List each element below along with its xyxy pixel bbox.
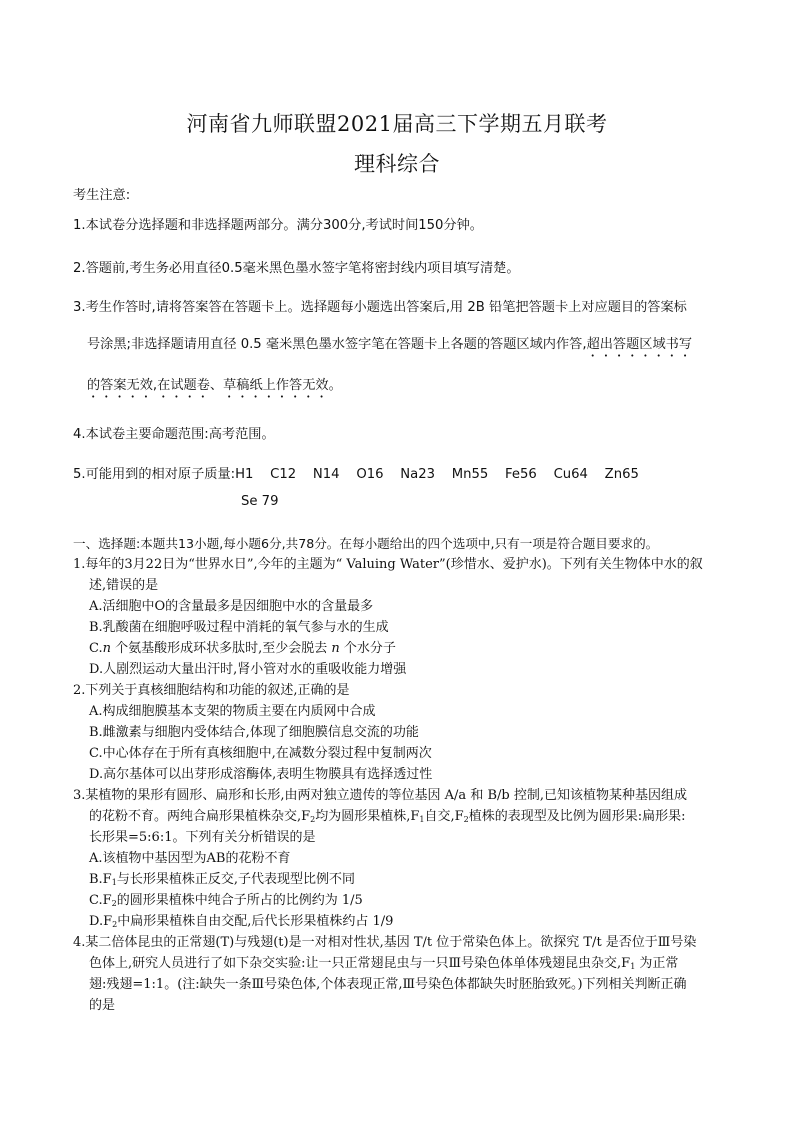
q3-option-c [89, 892, 363, 910]
notice-heading: 考生注意: [73, 188, 131, 203]
notice-item-5: 5.可能用到的相对原子质量:H1 C12 N14 O16 Na23 Mn55 Fe56 Cu64 Zn65 [73, 467, 639, 482]
q4-stem-line2 [89, 955, 678, 973]
notice-item-3b-emphasis: 超出答题区域书写 [586, 337, 693, 352]
q1-stem-line2: 述,错误的是 [89, 578, 159, 593]
q3-option-d-a: D.F [89, 914, 113, 929]
q2-option-b: B.雌激素与细胞内受体结合,体现了细胞膜信息交流的功能 [89, 725, 419, 740]
notice-item-2: 2.答题前,考生务必用直径0.5毫米黑色墨水签字笔将密封线内项目填写清楚。 [73, 261, 520, 276]
q3-stem-line2-a: 的花粉不育。两纯合扁形果植株杂交,F [89, 809, 311, 824]
q1-option-c [89, 640, 396, 658]
q4-sub-f1: 1 [630, 962, 636, 971]
q3-option-a: A.该植物中基因型为AB的花粉不育 [89, 851, 291, 866]
notice-item-3b [87, 333, 692, 360]
q3-stem-line2-b: 均为圆形果植株,F [315, 809, 420, 824]
notice-item-1: 1.本试卷分选择题和非选择题两部分。满分300分,考试时间150分钟。 [73, 218, 483, 233]
q3-sub-f1: 1 [419, 815, 425, 824]
q1-option-a: A.活细胞中O的含量最多是因细胞中水的含量最多 [89, 599, 374, 614]
q4-stem-line1: 4.某二倍体昆虫的正常翅(T)与残翅(t)是一对相对性状,基因 T/t 位于常染色体上。欲探究 T/t 是否位于Ⅲ号染 [73, 935, 697, 950]
q1-option-b: B.乳酸菌在细胞呼吸过程中消耗的氧气参与水的生成 [89, 620, 389, 635]
q3-stem-line1: 3.某植物的果形有圆形、扁形和长形,由两对独立遗传的等位基因 A/a 和 B/b 控制,已知该植物某种基因组成 [73, 788, 687, 803]
q1-option-c-part1: C. [89, 641, 103, 656]
q4-stem-line2-a: 色体上,研究人员进行了如下杂交实验:让一只正常翅昆虫与一只Ⅲ号染色体单体残翅昆虫杂交,F [89, 956, 631, 971]
q3-stem-line3: 长形果=5:6:1。下列有关分析错误的是 [89, 830, 316, 845]
q3-option-c-sub: 2 [111, 899, 117, 908]
q1-option-c-var1: n [102, 641, 111, 656]
q3-option-d [89, 913, 393, 931]
q3-option-b-a: B.F [89, 872, 112, 887]
q1-option-d: D.人剧烈运动大量出汗时,肾小管对水的重吸收能力增强 [89, 662, 407, 677]
notice-item-3a: 3.考生作答时,请将答案答在答题卡上。选择题每小题选出答案后,用 2B 铅笔把答题卡上对应题目的答案标 [73, 300, 687, 315]
q1-stem-line1: 1.每年的3月22日为“世界水日”,今年的主题为“ Valuing Water”(珍惜水、爱护水)。下列有关生物体中水的叙 [73, 557, 703, 572]
q2-stem: 2.下列关于真核细胞结构和功能的叙述,正确的是 [73, 683, 350, 698]
q3-sub-f2: 2 [310, 815, 316, 824]
q1-option-c-part2: 个氨基酸形成环状多肽时,至少会脱去 [111, 641, 332, 656]
notice-item-4: 4.本试卷主要命题范围:高考范围。 [73, 427, 275, 442]
q3-option-c-a: C.F [89, 893, 112, 908]
notice-item-3c [87, 374, 342, 401]
q3-option-c-b: 的圆形果植株中纯合子所占的比例约为 1/5 [116, 893, 363, 908]
page-title: 河南省九师联盟2021届高三下学期五月联考 [186, 112, 608, 136]
q3-stem-line2-d: 植株的表现型及比例为圆形果:扁形果: [468, 809, 686, 824]
q4-stem-line2-b: 为正常 [635, 956, 679, 971]
q1-option-c-part3: 个水分子 [339, 641, 396, 656]
q1-option-c-var2: n [331, 641, 340, 656]
q4-stem-line3: 翅:残翅=1:1。(注:缺失一条Ⅲ号染色体,个体表现正常,Ⅲ号染色体都缺失时胚胎致死。)下列相关判断正确 [89, 977, 687, 992]
q3-stem-line2-c: 自交,F [424, 809, 464, 824]
page-subtitle: 理科综合 [354, 152, 440, 176]
notice-item-5-cont: Se 79 [241, 494, 279, 509]
q3-option-b-b: 与长形果植株正反交,子代表现型比例不同 [116, 872, 355, 887]
q2-option-a: A.构成细胞膜基本支架的物质主要在内质网中合成 [89, 704, 376, 719]
q2-option-d: D.高尔基体可以出芽形成溶酶体,表明生物膜具有选择透过性 [89, 767, 433, 782]
q3-sub-f2b: 2 [463, 815, 469, 824]
q3-option-d-sub: 2 [112, 920, 118, 929]
q4-stem-line4: 的是 [89, 998, 116, 1013]
q3-option-d-b: 中扁形果植株自由交配,后代长形果植株约占 1/9 [117, 914, 394, 929]
notice-item-3c-end: 。 [328, 378, 342, 393]
q3-option-b-sub: 1 [111, 878, 117, 887]
notice-item-3b-text: 号涂黑;非选择题请用直径 0.5 毫米黑色墨水签字笔在答题卡上各题的答题区域内作答, [87, 337, 587, 352]
section-heading: 一、选择题:本题共13小题,每小题6分,共78分。在每小题给出的四个选项中,只有一项是符合题目要求的。 [73, 536, 659, 551]
q2-option-c: C.中心体存在于所有真核细胞中,在减数分裂过程中复制两次 [89, 746, 432, 761]
notice-item-3c-emphasis: 的答案无效,在试题卷、草稿纸上作答无效 [87, 378, 329, 393]
q3-stem-line2 [89, 808, 686, 826]
q3-option-b [89, 871, 355, 889]
